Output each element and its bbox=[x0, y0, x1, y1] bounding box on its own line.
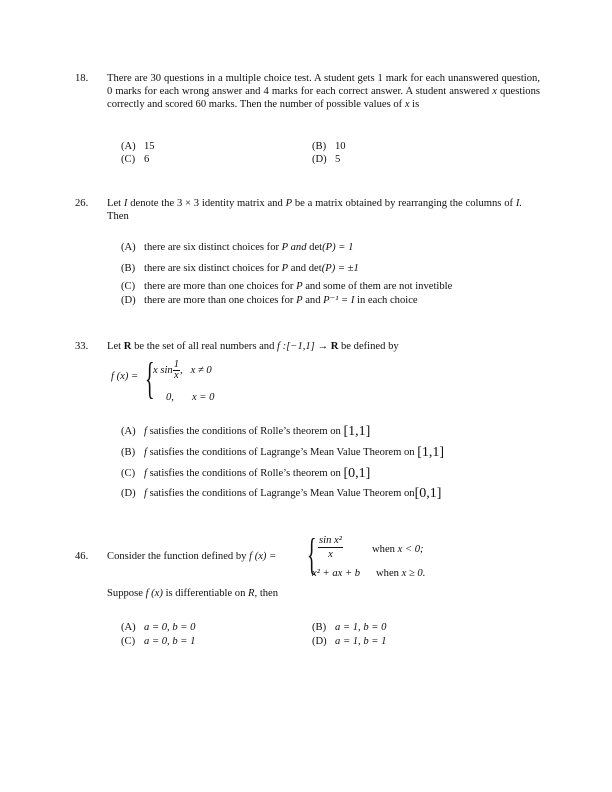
question-line-2 bbox=[107, 587, 278, 600]
option-label: (D) bbox=[121, 295, 136, 306]
option-math: f bbox=[144, 447, 147, 458]
stem-text: be the set of all real numbers and bbox=[131, 341, 278, 352]
piecewise-case-1: x sin $\frac{1}{x}$ , x ≠ 0 bbox=[153, 359, 212, 381]
option-label: (A) bbox=[121, 242, 136, 253]
option-b[interactable] bbox=[312, 621, 386, 634]
stem-var: I. bbox=[515, 198, 522, 209]
option-math: P and bbox=[281, 242, 307, 253]
question-number: 26. bbox=[75, 198, 89, 209]
option-text: and det bbox=[288, 263, 322, 274]
case-condition-text: when bbox=[372, 544, 398, 555]
option-math: f bbox=[144, 426, 147, 437]
option-math: P⁻¹ = I bbox=[323, 295, 355, 306]
stem-text: is bbox=[409, 99, 420, 110]
case-condition: x < 0; bbox=[397, 544, 424, 555]
stem-math: f :[−1,1] → bbox=[277, 341, 331, 352]
option-d[interactable] bbox=[312, 635, 386, 648]
stem-text: Consider the function defined by bbox=[107, 551, 250, 562]
option-text: there are more than one choices for bbox=[144, 281, 297, 292]
option-text: 6 bbox=[144, 154, 150, 165]
function-lhs: f (x) = bbox=[249, 551, 277, 562]
option-math: f bbox=[144, 488, 147, 499]
question-number: 33. bbox=[75, 341, 89, 352]
option-math: a = 0, b = 1 bbox=[144, 636, 196, 647]
option-text: det bbox=[306, 242, 323, 253]
option-label: (B) bbox=[312, 141, 327, 152]
option-label: (C) bbox=[121, 154, 136, 165]
option-d[interactable] bbox=[312, 153, 340, 166]
option-math: a = 1, b = 1 bbox=[335, 636, 387, 647]
option-label: (C) bbox=[121, 281, 136, 292]
question-number: 18. bbox=[75, 73, 89, 84]
option-label: (C) bbox=[121, 468, 136, 479]
option-d[interactable] bbox=[121, 294, 418, 307]
option-text: and some of them are not invetible bbox=[302, 281, 453, 292]
option-math: P bbox=[296, 295, 303, 306]
option-text: there are six distinct choices for bbox=[144, 242, 282, 253]
stem-text: questions correctly and scored 60 marks. Then the number of possible values of bbox=[107, 86, 540, 110]
option-label: (B) bbox=[121, 263, 136, 274]
option-label: (B) bbox=[121, 447, 136, 458]
option-text: 15 bbox=[144, 141, 155, 152]
option-c[interactable] bbox=[121, 153, 149, 166]
option-a[interactable] bbox=[121, 621, 195, 634]
stem-text: Suppose bbox=[107, 588, 146, 599]
stem-text: Let bbox=[107, 341, 124, 352]
fraction-numerator: sin x² bbox=[319, 535, 342, 546]
option-interval: [0,1] bbox=[414, 486, 442, 501]
fraction bbox=[318, 534, 343, 561]
option-math: a = 1, b = 0 bbox=[335, 622, 387, 633]
option-math: (P) = ±1 bbox=[321, 263, 359, 274]
stem-text: denote the 3 × 3 identity matrix and bbox=[127, 198, 286, 209]
option-math: P bbox=[281, 263, 289, 274]
case-1-condition bbox=[372, 543, 424, 556]
stem-var: x bbox=[492, 86, 497, 97]
function-lhs: f (x) = bbox=[111, 371, 139, 382]
option-label: (A) bbox=[121, 622, 136, 633]
option-a[interactable] bbox=[121, 140, 155, 153]
option-text: satisfies the conditions of Lagrange’s Mean Value Theorem on bbox=[146, 447, 418, 458]
piecewise-brace: { bbox=[145, 354, 155, 403]
stem-text: Let bbox=[107, 198, 124, 209]
stem-math: f (x) bbox=[145, 588, 163, 599]
option-c[interactable] bbox=[121, 280, 452, 293]
case-condition-text: when bbox=[376, 568, 402, 579]
option-text: there are six distinct choices for bbox=[144, 263, 282, 274]
fraction-denominator: x bbox=[174, 370, 179, 381]
stem-text: then bbox=[257, 588, 279, 599]
stem-text: Then bbox=[107, 211, 129, 222]
stem-text: There are 30 questions in a multiple choice test. A student gets 1 mark for each unanswered question, 0 marks for each wrong answer and 4 marks for each correct answer. A student answered bbox=[107, 73, 540, 97]
option-text: and bbox=[302, 295, 324, 306]
option-b[interactable] bbox=[312, 140, 346, 153]
option-label: (D) bbox=[121, 488, 136, 499]
case-condition: x ≥ 0. bbox=[401, 568, 426, 579]
option-b[interactable] bbox=[121, 262, 359, 275]
option-c[interactable] bbox=[121, 635, 195, 648]
piecewise-brace: { bbox=[307, 530, 317, 579]
option-interval: [1,1] bbox=[417, 445, 445, 460]
stem-text: be defined by bbox=[338, 341, 399, 352]
question-number: 46. bbox=[75, 551, 89, 562]
option-interval: [1,1] bbox=[343, 424, 371, 439]
case-expression: 0, bbox=[166, 392, 174, 403]
option-label: (A) bbox=[121, 141, 136, 152]
fraction-denominator: x bbox=[328, 549, 333, 560]
piecewise-case-2 bbox=[312, 567, 360, 580]
option-text: 5 bbox=[335, 154, 341, 165]
fraction bbox=[173, 360, 180, 381]
fraction-numerator: 1 bbox=[173, 359, 180, 370]
question-stem bbox=[107, 72, 540, 111]
option-text: satisfies the conditions of Rolle’s theorem on bbox=[146, 426, 344, 437]
stem-var: I bbox=[123, 198, 128, 209]
function-definition bbox=[111, 370, 138, 383]
option-d[interactable] bbox=[121, 487, 441, 500]
option-label: (B) bbox=[312, 622, 327, 633]
option-text: satisfies the conditions of Rolle’s theorem on bbox=[146, 468, 344, 479]
question-stem bbox=[107, 197, 522, 223]
case-expression: x² + ax + b bbox=[312, 568, 361, 579]
option-label: (C) bbox=[121, 636, 136, 647]
stem-set: R, bbox=[248, 588, 258, 599]
option-c[interactable] bbox=[121, 467, 370, 480]
option-label: (A) bbox=[121, 426, 136, 437]
stem-text: is differentiable on bbox=[162, 588, 249, 599]
option-b[interactable] bbox=[121, 446, 444, 459]
case-condition: x ≠ 0 bbox=[190, 364, 212, 376]
option-text: there are more than one choices for bbox=[144, 295, 297, 306]
option-text: in each choice bbox=[354, 295, 418, 306]
stem-var: P bbox=[285, 198, 293, 209]
question-stem bbox=[107, 550, 276, 563]
option-math: P bbox=[296, 281, 303, 292]
piecewise-case-1 bbox=[318, 534, 343, 561]
option-label: (D) bbox=[312, 154, 327, 165]
option-math: a = 0, b = 0 bbox=[144, 622, 196, 633]
option-a[interactable] bbox=[121, 241, 353, 254]
case-condition: x = 0 bbox=[191, 392, 215, 403]
option-math: (P) = 1 bbox=[322, 242, 354, 253]
option-a[interactable] bbox=[121, 425, 370, 438]
case-expression: x sin bbox=[153, 364, 173, 376]
question-stem bbox=[107, 340, 527, 353]
case-2-condition bbox=[376, 567, 425, 580]
stem-set: R bbox=[330, 341, 339, 352]
stem-var: x bbox=[404, 99, 410, 110]
option-interval: [0,1] bbox=[343, 466, 371, 481]
stem-set: R bbox=[123, 341, 132, 352]
option-text: 10 bbox=[335, 141, 346, 152]
option-label: (D) bbox=[312, 636, 327, 647]
stem-text: be a matrix obtained by rearranging the columns of bbox=[292, 198, 516, 209]
option-text: satisfies the conditions of Lagrange’s Mean Value Theorem on bbox=[146, 488, 415, 499]
option-math: f bbox=[144, 468, 147, 479]
piecewise-case-2 bbox=[166, 391, 214, 404]
